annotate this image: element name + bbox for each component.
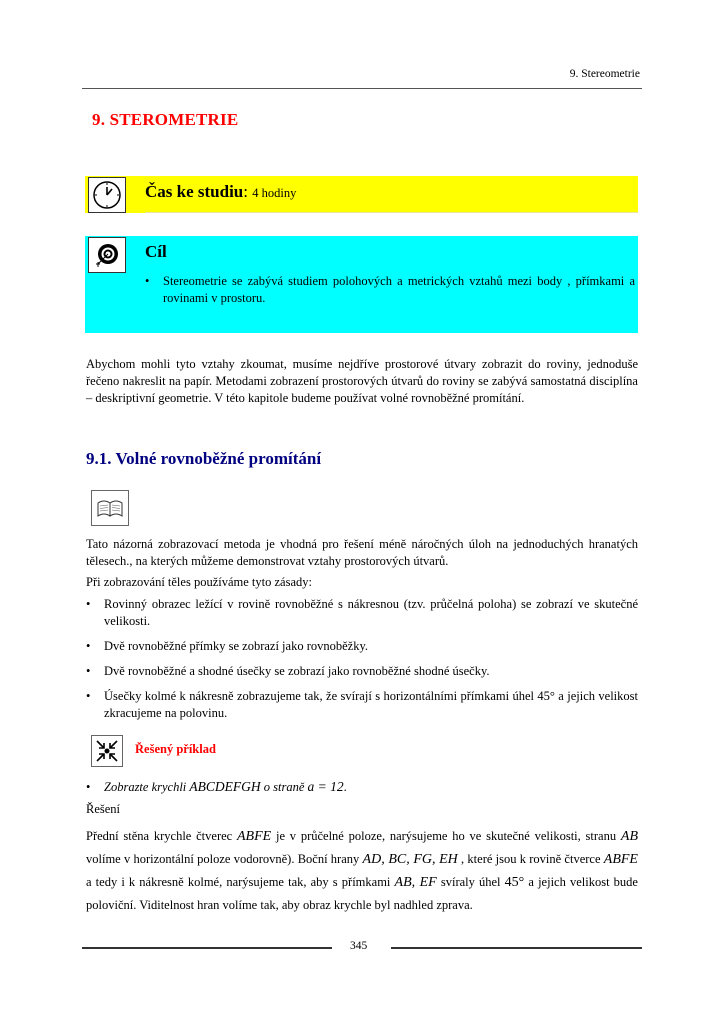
task-math-cube: ABCDEFGH	[189, 779, 261, 794]
footer-divider-right	[391, 947, 642, 949]
math-expression: AB, EF	[394, 875, 437, 890]
rule-text: Rovinný obrazec ležící v rovině rovnoběžné s nákresnou (tzv. průčelná poloha) se zobrazí ve skutečné velikosti.	[104, 597, 638, 628]
study-time-value: 4 hodiny	[252, 186, 297, 200]
study-time-separator: :	[243, 182, 248, 201]
solved-example-label: Řešený příklad	[135, 742, 216, 756]
study-time-underline	[145, 212, 638, 213]
task-math-side: a = 12	[307, 779, 344, 794]
study-time-label	[145, 182, 296, 202]
math-expression: ABFE	[237, 829, 272, 844]
chapter-title: 9. STEROMETRIE	[92, 110, 239, 129]
solution-text: Přední stěna krychle čtverec	[86, 829, 237, 843]
example-task	[86, 779, 347, 795]
task-prefix: Zobrazte krychli	[104, 780, 190, 794]
solution-text: svíraly úhel	[436, 875, 505, 889]
clock-icon	[88, 177, 126, 213]
bullet: •	[145, 274, 150, 288]
section-paragraph: Tato názorná zobrazovací metoda je vhodná pro řešení méně náročných úloh na jednoduchých hranatých tělesech., na kterých můžeme demonstrovat vztahy prostorových útvarů.	[86, 537, 638, 568]
goal-list	[145, 273, 635, 307]
intro-paragraph: Abychom mohli tyto vztahy zkoumat, musíme nejdříve prostorové útvary zobrazit do roviny, jednoduše řečeno nakreslit na papír. Metodami zobrazení prostorových útvarů do roviny se zabývá samostatná disciplína – deskriptivní geometrie. V této kapitole budeme používat volné rovnoběžné promítání.	[86, 357, 638, 405]
rule-text: Úsečky kolmé k nákresně zobrazujeme tak, že svírají s horizontálními přímkami úhel 45° a jejich velikost zkracujeme na polovinu.	[104, 689, 638, 720]
rule-item	[86, 596, 638, 630]
bullet: •	[86, 689, 91, 703]
arrows-converge-icon	[91, 735, 123, 767]
open-book-icon	[91, 490, 129, 526]
solution-text: je v průčelné poloze, narýsujeme ho ve skutečné velikosti, stranu	[271, 829, 621, 843]
math-expression: AB	[620, 829, 638, 844]
rules-list	[86, 596, 638, 730]
solution-text: a tedy i k nákresně kolmé, narýsujeme tak, aby s přímkami	[86, 875, 395, 889]
math-expression: AD, BC, FG, EH	[362, 852, 458, 867]
rule-item	[86, 663, 638, 680]
math-expression: 45°	[504, 875, 525, 890]
page-number: 345	[350, 940, 368, 952]
rule-item	[86, 688, 638, 722]
footer-divider-left	[82, 947, 332, 949]
bullet: •	[86, 639, 91, 653]
solution-label: Řešení	[86, 802, 121, 816]
running-header: 9. Stereometrie	[569, 68, 640, 80]
rules-intro: Při zobrazování těles používáme tyto zásady:	[86, 575, 312, 589]
bullet: •	[86, 597, 91, 611]
target-icon	[88, 237, 126, 273]
solution-paragraph	[86, 825, 638, 916]
bullet: •	[86, 780, 91, 794]
section-title: 9.1. Volné rovnoběžné promítání	[86, 449, 322, 468]
rule-text: Dvě rovnoběžné přímky se zobrazí jako rovnoběžky.	[104, 639, 369, 653]
goal-item-text: Stereometrie se zabývá studiem polohových a metrických vztahů mezi body , přímkami a rovinami v prostoru.	[163, 274, 635, 305]
rule-item	[86, 638, 638, 655]
goal-title: Cíl	[145, 242, 167, 261]
bullet: •	[86, 664, 91, 678]
task-middle: o straně	[260, 780, 308, 794]
task-suffix: .	[343, 780, 347, 794]
solution-text: volíme v horizontální poloze vodorovně). Boční hrany	[86, 852, 363, 866]
goal-item	[145, 273, 635, 307]
study-time-title: Čas ke studiu	[145, 182, 244, 201]
solution-text: a jejich velikost bude poloviční. Viditelnost hran volíme tak, aby obraz krychle byl nadhled zprava.	[86, 875, 638, 912]
math-expression: ABFE	[603, 852, 638, 867]
solution-text: , které jsou k rovině čtverce	[457, 852, 604, 866]
rule-text: Dvě rovnoběžné a shodné úsečky se zobrazí jako rovnoběžné shodné úsečky.	[104, 664, 490, 678]
header-divider	[82, 88, 642, 89]
